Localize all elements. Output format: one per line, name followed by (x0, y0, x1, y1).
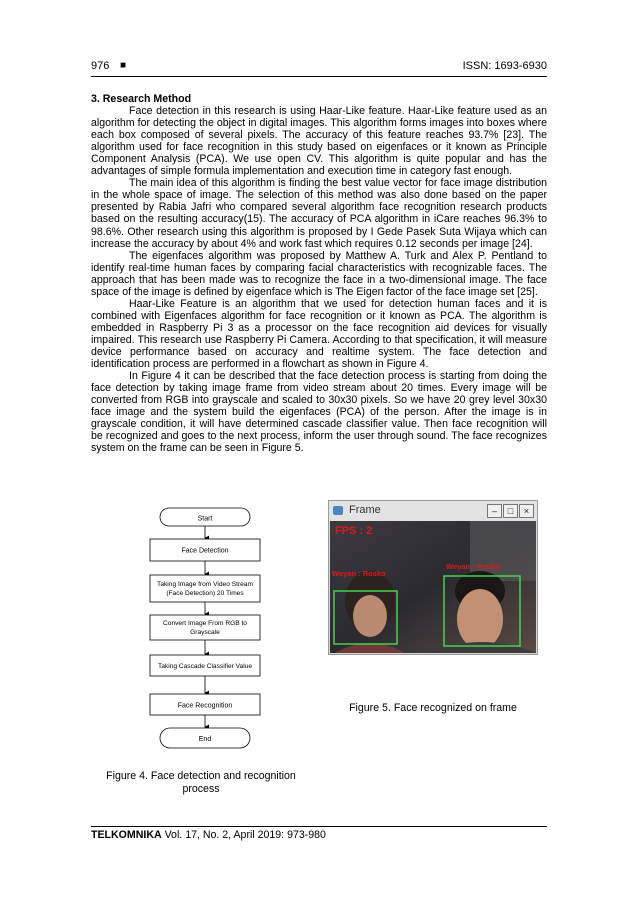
page-number: 976 (91, 60, 110, 72)
paragraph: The eigenfaces algorithm was proposed by Matthew A. Turk and Alex P. Pentland to identify real-time human faces by comparing facial characteristics with recognizable faces. The approach that has been made was to recognize the face in a two-dimensional image. The face space of the image is defined by eigenface which is The Eigen factor of the face image set [25]. (91, 249, 547, 298)
window-app-icon (333, 506, 343, 515)
paragraph: In Figure 4 it can be described that the face detection process is starting from doing the face detection by taking image frame from video stream about 20 times. Every image will be converted from RGB into grayscale and scaled to 30x30 pixels. So we have 20 grey level 30x30 face image and the system build the eigenfaces (PCA) of the person. After the image is in grayscale condition, it will have determined cascade classifier value. Then face recognition will be recognized and goes to the next process, inform the user through sound. The face recognizes system on the frame can be seen in Figure 5. (91, 370, 547, 455)
figure-5-caption: Figure 5. Face recognized on frame (349, 702, 517, 714)
flow-step-cascade-classifier (150, 655, 260, 676)
flow-step-face-detection (150, 539, 260, 561)
svg-text:End: End (198, 736, 212, 743)
svg-text:(Face Detection) 20 Times: (Face Detection) 20 Times (166, 590, 244, 597)
svg-text:Face Detection: Face Detection (181, 547, 229, 555)
paragraph: The main idea of this algorithm is finding the best value vector for face image distribution in the whole space of image. The selection of this method was also done based on the paper presented by Rabia Jafri who compared several algorithm face recognition research products based on the resulting accuracy(15). The accuracy of PCA algorithm in iCare reaches 96.3% to 98.6%. Other research using this algorithm is proposed by I Gede Pasek Suta Wijaya which can increase the accuracy by about 4% and work fast which requires 0.12 seconds per image [24]. (91, 177, 547, 250)
minimize-button[interactable]: – (487, 504, 502, 518)
svg-text:Grayscale: Grayscale (190, 629, 220, 636)
frame-titlebar (329, 501, 537, 521)
face-label-right: Weyan : Pradin (446, 562, 501, 571)
footer-rule (91, 826, 547, 827)
flow-step-taking-image (150, 575, 260, 602)
paragraph: Face detection in this research is using Haar-Like feature. Haar-Like feature used as an algorithm for detecting the object in digital images. This algorithm forms images into boxes where each box composed of several pixels. The accuracy of this feature reaches 93.7% [23]. The algorithm used for face recognition in this study based on eigenfaces or it known as Principle Component Analysis (PCA). We use open CV. This algorithm is quite popular and has the advantages of simple formula implementation and execution time in category fast enough. (91, 105, 547, 178)
journal-name: TELKOMNIKA (91, 829, 162, 841)
page-footer (91, 829, 326, 841)
svg-text:Taking Cascade Classifier Valu: Taking Cascade Classifier Value (157, 663, 253, 670)
face-label-left: Weyan : Rosko (332, 569, 386, 578)
issn: ISSN: 1693-6930 (462, 60, 547, 72)
svg-text:Convert Image From RGB to: Convert Image From RGB to (163, 620, 247, 627)
fps-readout: FPS : 2 (335, 525, 373, 537)
paragraph: Haar-Like Feature is an algorithm that we used for detection human faces and it is combined with Eigenfaces algorithm for face recognition or it known as PCA. The algorithm is embedded in Raspberry Pi 3 as a processor on the face recognition aid devices for visually impaired. This research use Raspberry Pi Camera. According to that specification, it will measure device performance based on accuracy and realtime system. The face detection and identification process are performed in a flowchart as shown in Figure 4. (91, 297, 547, 371)
frame-window (328, 500, 538, 655)
flowchart-figure (140, 500, 270, 760)
svg-text:Face Recognition: Face Recognition (177, 702, 233, 710)
square-marker: ■ (120, 60, 127, 71)
journal-citation: Vol. 17, No. 2, April 2019: 973-980 (164, 829, 326, 841)
maximize-button[interactable]: □ (503, 504, 518, 518)
svg-text:Start: Start (197, 515, 213, 523)
flow-step-face-recognition (150, 694, 260, 715)
camera-feed (330, 521, 536, 653)
frame-title: Frame (349, 504, 381, 516)
section-title: 3. Research Method (91, 93, 192, 105)
flow-step-end (160, 728, 250, 748)
research-method-section (91, 93, 547, 454)
header-rule (91, 76, 547, 77)
svg-text:Taking Image from Video Stream: Taking Image from Video Stream (157, 581, 253, 588)
flow-step-start (160, 508, 250, 526)
close-button[interactable]: × (519, 504, 534, 518)
flow-step-convert-image (150, 615, 260, 640)
figure-4-caption: Figure 4. Face detection and recognition process (106, 770, 296, 795)
